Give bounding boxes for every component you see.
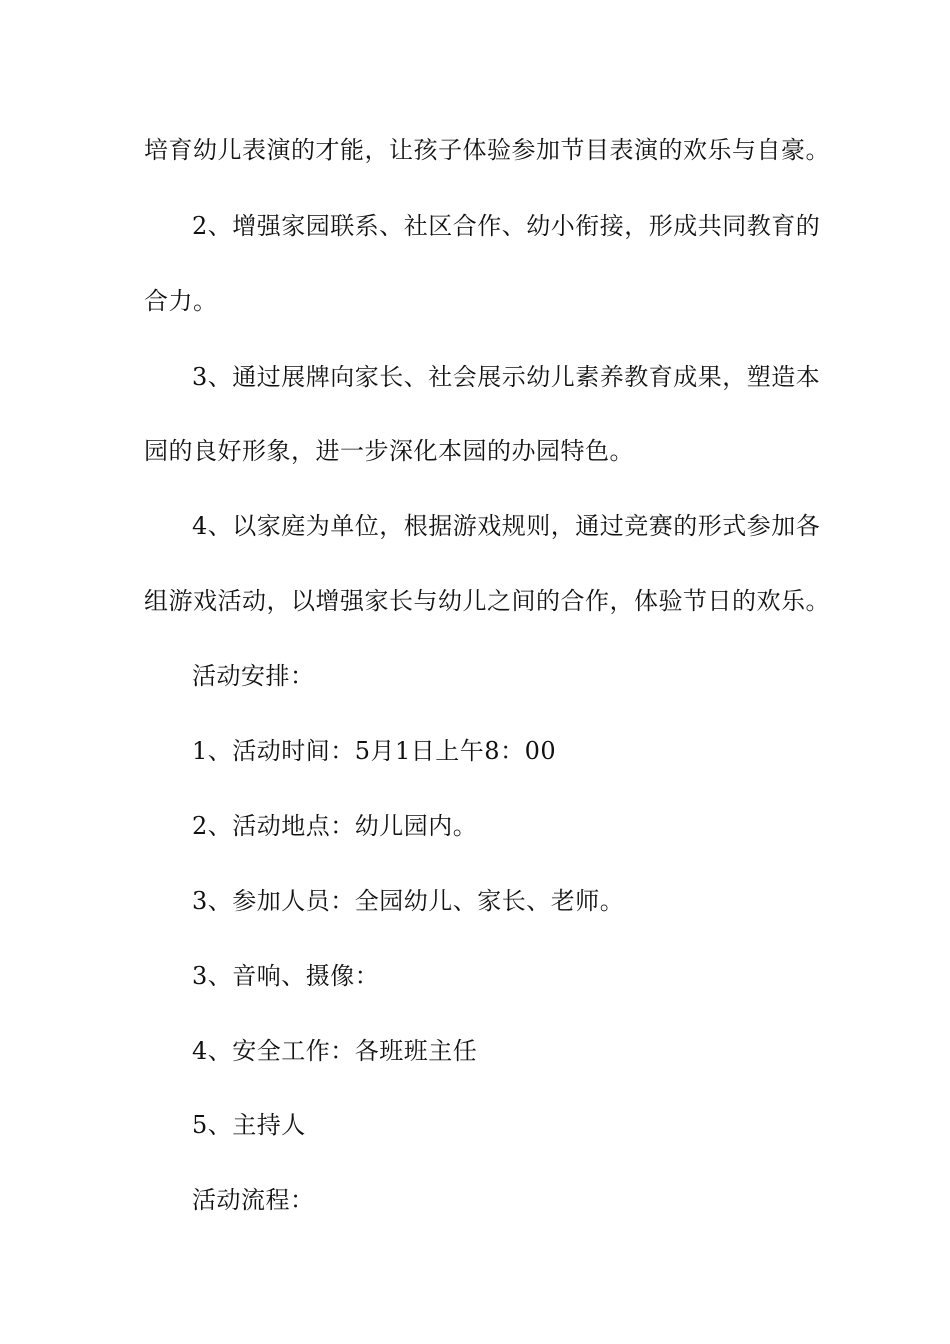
paragraph-line: 园的良好形象，进一步深化本园的办园特色。 xyxy=(144,437,634,465)
list-item: 5、主持人 xyxy=(192,1111,306,1139)
list-item: 3、参加人员：全园幼儿、家长、老师。 xyxy=(192,887,625,915)
paragraph-line: 合力。 xyxy=(144,287,218,315)
list-item: 4、安全工作：各班班主任 xyxy=(192,1037,478,1065)
list-item: 2、活动地点：幼儿园内。 xyxy=(192,812,478,840)
list-item: 1、活动时间：5月1日上午8：00 xyxy=(192,737,557,765)
paragraph-line: 4、以家庭为单位，根据游戏规则，通过竞赛的形式参加各 xyxy=(192,512,821,540)
section-heading: 活动流程： xyxy=(192,1186,315,1214)
paragraph-line: 培育幼儿表演的才能，让孩子体验参加节目表演的欢乐与自豪。 xyxy=(144,136,830,164)
section-heading: 活动安排： xyxy=(192,662,315,690)
list-item: 3、音响、摄像： xyxy=(192,962,380,990)
paragraph-line: 3、通过展牌向家长、社会展示幼儿素养教育成果，塑造本 xyxy=(192,363,821,391)
paragraph-line: 2、增强家园联系、社区合作、幼小衔接，形成共同教育的 xyxy=(192,212,821,240)
paragraph-line: 组游戏活动，以增强家长与幼儿之间的合作，体验节日的欢乐。 xyxy=(144,587,830,615)
